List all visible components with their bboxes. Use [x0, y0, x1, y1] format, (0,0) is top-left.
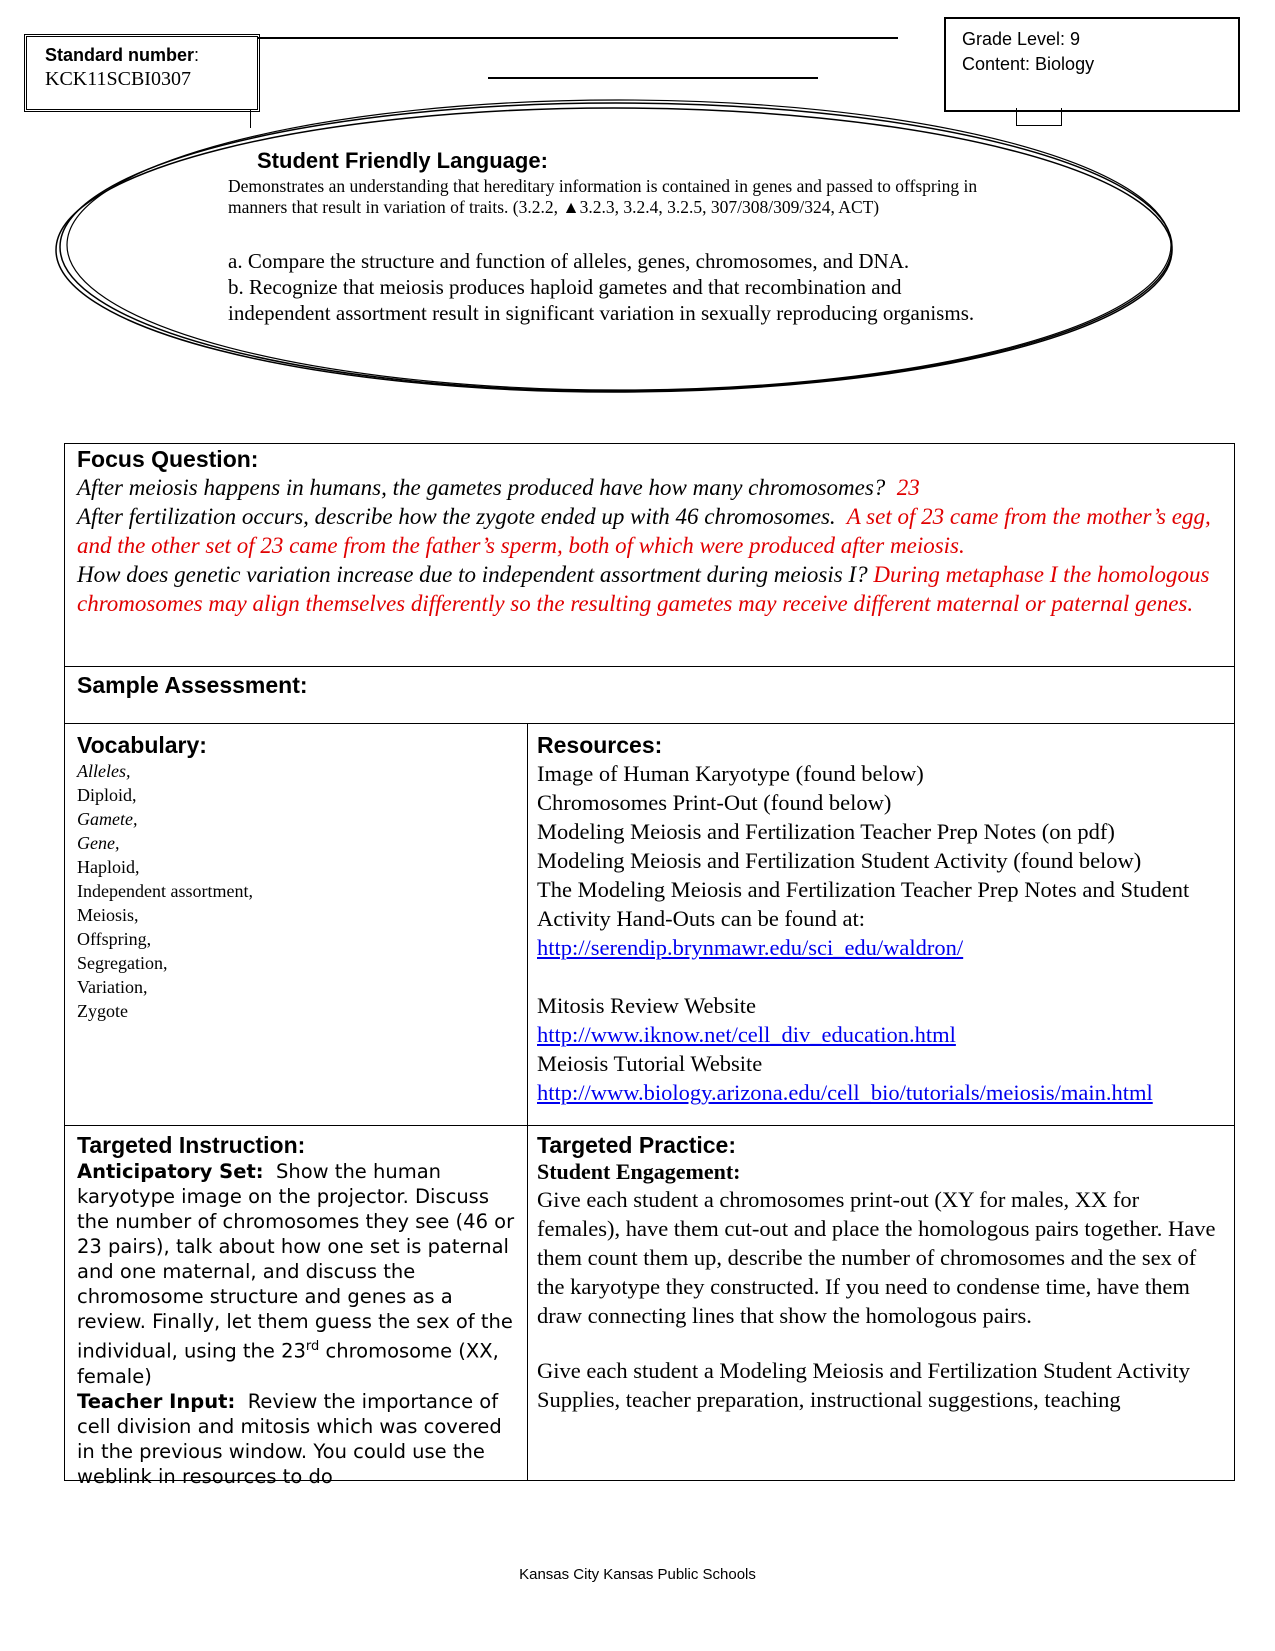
row-divider	[65, 666, 1234, 667]
header-rule	[258, 37, 898, 39]
standard-colon: :	[194, 45, 200, 65]
answer-1: 23	[896, 475, 920, 500]
row-divider	[65, 1125, 1234, 1126]
column-divider	[527, 723, 528, 1480]
resources-title: Resources:	[537, 732, 663, 758]
focus-question-title: Focus Question:	[77, 446, 259, 472]
targeted-instruction-cell	[77, 1132, 517, 1489]
vocab-item: Independent assortment,	[77, 881, 253, 901]
practice-paragraph-1: Give each student a chromosomes print-out (XY for males, XX for females), have them cut-out and place the homologous pairs together. Have them count them up, describe the number of chromosomes and the sex of the karyotype they constructed. If you need to condense time, have them draw connecting lines that show the homologous pairs.	[537, 1187, 1216, 1328]
vocab-item: Haploid,	[77, 857, 140, 877]
vocab-item: Gamete,	[77, 809, 138, 829]
content-subject: Content: Biology	[962, 54, 1095, 74]
answer-3: During metaphase I the homologous chromosomes may align themselves differently so the resulting gametes may receive different maternal or paternal genes.	[77, 562, 1210, 616]
student-engagement-label: Student Engagement:	[537, 1159, 741, 1184]
student-friendly-intro: Demonstrates an understanding that hereditary information is contained in genes and passed to offspring in manners that result in variation of traits. (3.2.2, ▲3.2.3, 3.2.4, 3.2.5, 307/308/309/324, ACT)	[228, 176, 978, 217]
objective-b: b. Recognize that meiosis produces haploid gametes and that recombination and independent assortment result in significant variation in sexually reproducing organisms.	[228, 275, 975, 325]
objective-a: a. Compare the structure and function of alleles, genes, chromosomes, and DNA.	[228, 249, 910, 273]
ordinal-suffix: rd	[305, 1339, 320, 1354]
standard-value: KCK11SCBI0307	[45, 68, 191, 90]
vocab-item: Gene,	[77, 833, 120, 853]
sample-assessment-title: Sample Assessment:	[77, 672, 308, 698]
resource-printout: Chromosomes Print-Out (found below)	[537, 790, 892, 815]
teacher-input-text: Review the importance of cell division and mitosis which was covered in the previous window. You could use the weblink in resources to do	[77, 1389, 502, 1488]
focus-questions	[77, 473, 1227, 618]
resources-cell	[537, 732, 1227, 1107]
resource-student-activity: Modeling Meiosis and Fertilization Student Activity (found below)	[537, 848, 1142, 873]
vocabulary-title: Vocabulary:	[77, 732, 207, 758]
targeted-instruction-body	[77, 1159, 517, 1489]
row-divider	[65, 723, 1234, 724]
arizona-link[interactable]: http://www.biology.arizona.edu/cell_bio/tutorials/meiosis/main.html	[537, 1080, 1153, 1105]
page-footer: Kansas City Kansas Public Schools	[519, 1566, 756, 1583]
vocab-item: Meiosis,	[77, 905, 139, 925]
vocab-item: Segregation,	[77, 953, 168, 973]
title-blank-line	[488, 77, 818, 79]
practice-paragraph-3: Supplies, teacher preparation, instructional suggestions, teaching	[537, 1387, 1121, 1412]
vocabulary-cell	[77, 732, 517, 1023]
targeted-instruction-title: Targeted Instruction:	[77, 1132, 306, 1158]
question-3: How does genetic variation increase due to independent assortment during meiosis I?	[77, 562, 868, 587]
resource-prep-notes: Modeling Meiosis and Fertilization Teacher Prep Notes (on pdf)	[537, 819, 1115, 844]
meiosis-tutorial-label: Meiosis Tutorial Website	[537, 1051, 763, 1076]
resource-handouts-note: The Modeling Meiosis and Fertilization Teacher Prep Notes and Student Activity Hand-Outs can be found at:	[537, 877, 1190, 931]
targeted-practice-cell	[537, 1132, 1227, 1414]
vocab-item: Diploid,	[77, 785, 137, 805]
serendip-link[interactable]: http://serendip.brynmawr.edu/sci_edu/waldron/	[537, 935, 964, 960]
vocab-item: Alleles,	[77, 761, 131, 781]
targeted-practice-title: Targeted Practice:	[537, 1132, 736, 1158]
student-friendly-objectives	[228, 248, 988, 326]
resources-body	[537, 759, 1227, 1107]
anticipatory-set-tail: chromosome (XX, female)	[77, 1339, 499, 1388]
standard-label: Standard number	[45, 45, 195, 65]
targeted-practice-body	[537, 1185, 1227, 1414]
teacher-input-label: Teacher Input:	[77, 1389, 236, 1413]
practice-paragraph-2: Give each student a Modeling Meiosis and Fertilization Student Activity	[537, 1358, 1191, 1383]
question-1: After meiosis happens in humans, the gametes produced have how many chromosomes?	[77, 475, 886, 500]
resource-karyotype: Image of Human Karyotype (found below)	[537, 761, 924, 786]
vocabulary-list	[77, 759, 517, 1023]
vocab-item: Variation,	[77, 977, 148, 997]
focus-question-cell	[77, 446, 1227, 618]
answer-2: A set of 23 came from the mother’s egg, and the other set of 23 came from the father’s sperm, both of which were produced after meiosis.	[77, 504, 1211, 558]
student-friendly-title: Student Friendly Language:	[257, 148, 548, 173]
grade-level: Grade Level: 9	[962, 29, 1081, 49]
question-2: After fertilization occurs, describe how the zygote ended up with 46 chromosomes.	[77, 504, 836, 529]
iknow-link[interactable]: http://www.iknow.net/cell_div_education.html	[537, 1022, 956, 1047]
anticipatory-set-text: Show the human karyotype image on the projector. Discuss the number of chromosomes they see (46 or 23 pairs), talk about how one set is paternal and one maternal, and discuss the chromosome structure and genes as a review. Finally, let them guess the sex of the individual, using the 23	[77, 1160, 515, 1363]
vocab-item: Offspring,	[77, 929, 152, 949]
anticipatory-set-label: Anticipatory Set:	[77, 1160, 264, 1183]
lesson-table	[64, 443, 1235, 1488]
vocab-item: Zygote	[77, 1001, 128, 1021]
mitosis-review-label: Mitosis Review Website	[537, 993, 757, 1018]
